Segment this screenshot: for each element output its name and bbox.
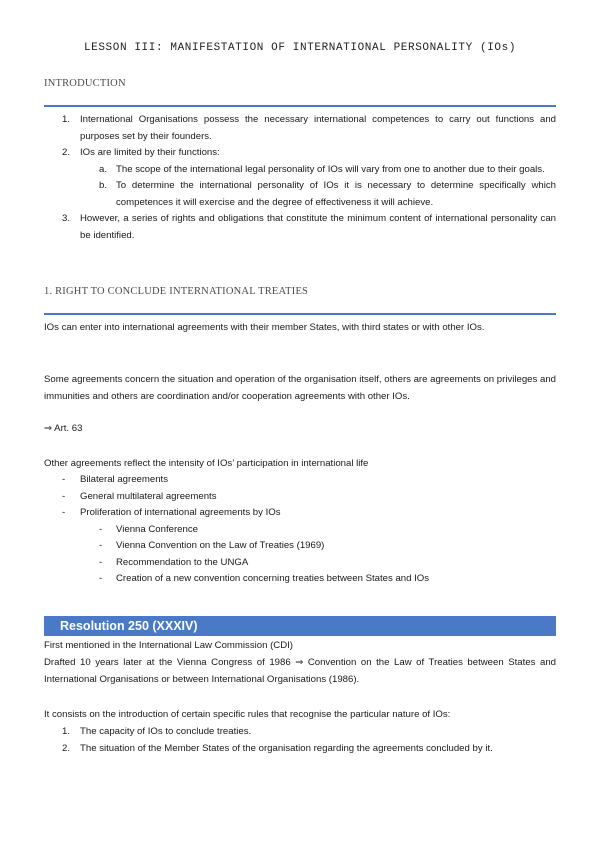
list-item-number: 2. bbox=[62, 742, 71, 754]
proliferation-sublist bbox=[80, 522, 556, 588]
sub-list-item bbox=[44, 162, 556, 179]
resolution-line-3: It consists on the introduction of certain specific rules that recognise the particular nature of IOs: bbox=[44, 709, 451, 720]
agreements-list bbox=[44, 472, 556, 588]
sub-bullet-item: - Vienna Convention on the Law of Treaties (1969) bbox=[99, 540, 325, 551]
sub-bullet-text: Creation of a new convention concerning treaties between States and IOs bbox=[116, 573, 430, 584]
resolution-heading-band: Resolution 250 (XXXIV) bbox=[44, 616, 556, 636]
introduction-rule bbox=[44, 105, 556, 107]
list-item-text: International Organisations possess the necessary international competences to carry out functions and purposes set by their founders. bbox=[80, 114, 556, 142]
section1-paragraph-2: Some agreements concern the situation and operation of the organisation itself, others are agreements on privileges and immunities and others are coordination and/or cooperation agreements with other IOs. bbox=[44, 374, 556, 402]
bullet-text: Proliferation of international agreements by IOs bbox=[80, 507, 281, 518]
introduction-heading: INTRODUCTION bbox=[44, 78, 126, 89]
list-item bbox=[44, 112, 556, 145]
bullet-item: - Proliferation of international agreements by IOs - Vienna Conference - Vienna Convention on the Law of Treaties (1969) - Recommendation to the UNGA - Creation of a new convention concerning treaties between States and IOs bbox=[44, 505, 556, 588]
section1-heading: 1. RIGHT TO CONCLUDE INTERNATIONAL TREATIES bbox=[44, 286, 309, 297]
sub-bullet-text: Recommendation to the UNGA bbox=[116, 556, 249, 568]
list-item bbox=[44, 145, 556, 211]
list-item-text: The situation of the Member States of the organisation regarding the agreements concluded by it. bbox=[80, 742, 493, 754]
bullet-item: - General multilateral agreements bbox=[62, 490, 217, 502]
introduction-sublist bbox=[80, 162, 556, 212]
list-item-number: 1. bbox=[62, 114, 71, 125]
list-item-number: 1. bbox=[62, 726, 71, 737]
list-item bbox=[44, 741, 556, 758]
bullet-item: - Bilateral agreements bbox=[62, 474, 168, 485]
list-item-number: 2. bbox=[62, 147, 71, 158]
sub-bullet-item: - Recommendation to the UNGA bbox=[99, 556, 249, 568]
bullet-text: Bilateral agreements bbox=[80, 474, 168, 485]
introduction-list bbox=[44, 112, 556, 244]
sub-list-item bbox=[44, 178, 556, 211]
resolution-line-1: First mentioned in the International Law Commission (CDI) bbox=[44, 640, 294, 651]
list-item bbox=[44, 724, 556, 741]
page-title: LESSON III: MANIFESTATION OF INTERNATIONAL PERSONALITY (IOs) bbox=[83, 42, 517, 54]
list-item-text: IOs are limited by their functions: bbox=[80, 147, 220, 158]
section1-paragraph-1: IOs can enter into international agreements with their member States, with third states or with other IOs. bbox=[44, 322, 485, 333]
list-item-text: However, a series of rights and obligations that constitute the minimum content of international personality can be identified. bbox=[80, 213, 556, 241]
article-reference: ⇒ Art. 63 bbox=[44, 423, 83, 434]
sub-bullet-item: - Vienna Conference bbox=[99, 523, 198, 535]
bullet-text: General multilateral agreements bbox=[80, 490, 217, 502]
list-item-text: The capacity of IOs to conclude treaties. bbox=[80, 726, 252, 737]
sub-list-item-letter: b. bbox=[99, 180, 108, 191]
sub-list-item-text: To determine the international personality of IOs it is necessary to determine specifically which competences it will exercise and the degree of effectiveness it will achieve. bbox=[116, 180, 556, 208]
section1-paragraph-3: Other agreements reflect the intensity of IOs’ participation in international life bbox=[44, 458, 369, 469]
list-item bbox=[44, 211, 556, 244]
section1-rule bbox=[44, 313, 556, 315]
sub-list-item-letter: a. bbox=[99, 163, 108, 175]
resolution-line-2: Drafted 10 years later at the Vienna Congress of 1986 ⇒ Convention on the Law of Treaties between States and International Organisations or between International Organisations (1986). bbox=[44, 657, 556, 685]
sub-bullet-item: - Creation of a new convention concerning treaties between States and IOs bbox=[99, 573, 430, 584]
sub-bullet-text: Vienna Conference bbox=[116, 523, 198, 535]
list-item-number: 3. bbox=[62, 213, 71, 224]
resolution-list bbox=[44, 724, 556, 757]
sub-bullet-text: Vienna Convention on the Law of Treaties (1969) bbox=[116, 540, 325, 551]
sub-list-item-text: The scope of the international legal personality of IOs will vary from one to another due to their goals. bbox=[116, 163, 545, 175]
